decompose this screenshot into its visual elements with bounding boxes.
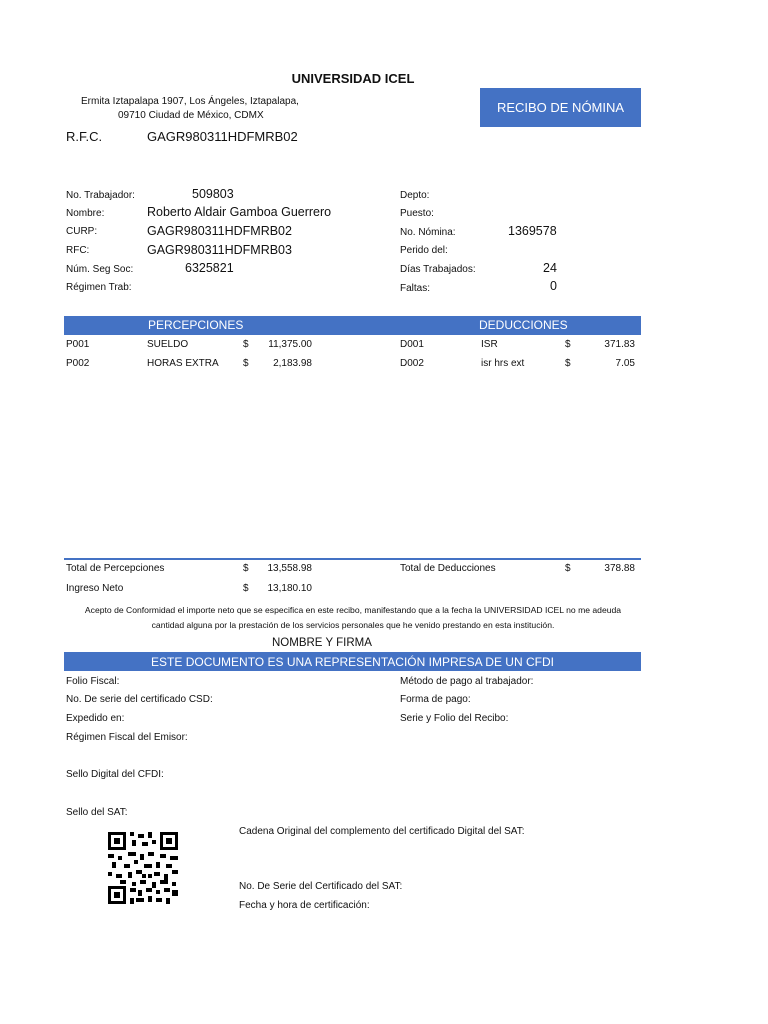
deduccion-amount: 371.83 — [604, 339, 635, 350]
nombre-firma: NOMBRE Y FIRMA — [272, 637, 372, 649]
receipt-title-box — [480, 88, 641, 127]
deduccion-concept: isr hrs ext — [481, 358, 525, 369]
forma-pago-label: Forma de pago: — [400, 694, 471, 705]
total-deducciones-currency: $ — [565, 563, 571, 574]
cfdi-banner — [64, 652, 641, 671]
percepcion-code: P001 — [66, 339, 90, 350]
total-deducciones-label: Total de Deducciones — [400, 563, 496, 574]
concepts-header-bar — [64, 316, 641, 335]
regimen-fiscal-label: Régimen Fiscal del Emisor: — [66, 732, 188, 743]
total-percepciones-value: 13,558.98 — [267, 563, 312, 574]
deduccion-amount: 7.05 — [615, 358, 635, 369]
dias-label: Días Trabajados: — [400, 264, 476, 275]
deduccion-currency: $ — [565, 339, 571, 350]
deduccion-code: D002 — [400, 358, 424, 369]
serie-csd-label: No. De serie del certificado CSD: — [66, 694, 213, 705]
curp-label: CURP: — [66, 226, 98, 237]
seg-soc-value: 6325821 — [185, 261, 234, 275]
folio-fiscal-label: Folio Fiscal: — [66, 676, 120, 687]
percepcion-concept: HORAS EXTRA — [147, 358, 219, 369]
ingreso-neto-currency: $ — [243, 583, 249, 594]
cadena-original-label: Cadena Original del complemento del certificado Digital del SAT: — [239, 826, 525, 837]
serie-cert-sat-label: No. De Serie del Certificado del SAT: — [239, 881, 403, 892]
address-line-2: 09710 Ciudad de México, CDMX — [118, 110, 264, 121]
university-name: UNIVERSIDAD ICEL — [291, 71, 415, 86]
nomina-value: 1369578 — [508, 224, 557, 238]
address-line-1: Ermita Iztapalapa 1907, Los Ángeles, Iztapalapa, — [81, 96, 299, 107]
ingreso-neto-label: Ingreso Neto — [66, 583, 124, 594]
cfdi-banner-text: ESTE DOCUMENTO ES UNA REPRESENTACIÓN IMPRESA DE UN CFDI — [151, 654, 554, 669]
periodo-label: Perido del: — [400, 245, 448, 256]
faltas-value: 0 — [550, 279, 557, 293]
nombre-label: Nombre: — [66, 208, 105, 219]
sello-cfdi-label: Sello Digital del CFDI: — [66, 769, 164, 780]
conformidad-line-1: Acepto de Conformidad el importe neto que se especifica en este recibo, manifestando que a la fecha la UNIVERSIDAD ICEL no me adeuda — [84, 605, 622, 615]
serie-folio-label: Serie y Folio del Recibo: — [400, 713, 509, 724]
percepcion-code: P002 — [66, 358, 90, 369]
percepciones-title: PERCEPCIONES — [148, 318, 244, 332]
dias-value: 24 — [543, 261, 557, 275]
percepcion-amount: 2,183.98 — [273, 358, 312, 369]
percepcion-amount: 11,375.00 — [268, 339, 312, 350]
employee-rfc-value: GAGR980311HDFMRB03 — [147, 243, 292, 257]
percepcion-currency: $ — [243, 358, 249, 369]
percepcion-currency: $ — [243, 339, 249, 350]
regimen-trab-label: Régimen Trab: — [66, 282, 132, 293]
depto-label: Depto: — [400, 190, 430, 201]
percepcion-concept: SUELDO — [147, 339, 189, 350]
nomina-label: No. Nómina: — [400, 227, 456, 238]
conformidad-line-2: cantidad alguna por la prestación de los servicios personales que he venido prestando en esta institución. — [151, 620, 555, 630]
total-percepciones-currency: $ — [243, 563, 249, 574]
rfc-value: GAGR980311HDFMRB02 — [147, 129, 298, 144]
deduccion-currency: $ — [565, 358, 571, 369]
total-deducciones-value: 378.88 — [604, 563, 635, 574]
totals-divider — [64, 558, 641, 560]
total-percepciones-label: Total de Percepciones — [66, 563, 165, 574]
deducciones-title: DEDUCCIONES — [479, 318, 568, 332]
qr-code-icon — [108, 832, 178, 904]
rfc-label: R.F.C. — [66, 129, 103, 144]
puesto-label: Puesto: — [400, 208, 434, 219]
sello-sat-label: Sello del SAT: — [66, 807, 128, 818]
no-trabajador-label: No. Trabajador: — [66, 190, 135, 201]
ingreso-neto-value: 13,180.10 — [267, 583, 312, 594]
curp-value: GAGR980311HDFMRB02 — [147, 224, 292, 238]
metodo-pago-label: Método de pago al trabajador: — [400, 676, 534, 687]
deduccion-concept: ISR — [481, 339, 498, 350]
no-trabajador-value: 509803 — [192, 187, 234, 201]
employee-rfc-label: RFC: — [66, 245, 90, 256]
seg-soc-label: Núm. Seg Soc: — [66, 264, 134, 275]
deduccion-code: D001 — [400, 339, 424, 350]
fecha-cert-label: Fecha y hora de certificación: — [239, 900, 370, 911]
nombre-value: Roberto Aldair Gamboa Guerrero — [147, 205, 332, 219]
receipt-title: RECIBO DE NÓMINA — [496, 100, 625, 115]
expedido-label: Expedido en: — [66, 713, 125, 724]
faltas-label: Faltas: — [400, 283, 431, 294]
